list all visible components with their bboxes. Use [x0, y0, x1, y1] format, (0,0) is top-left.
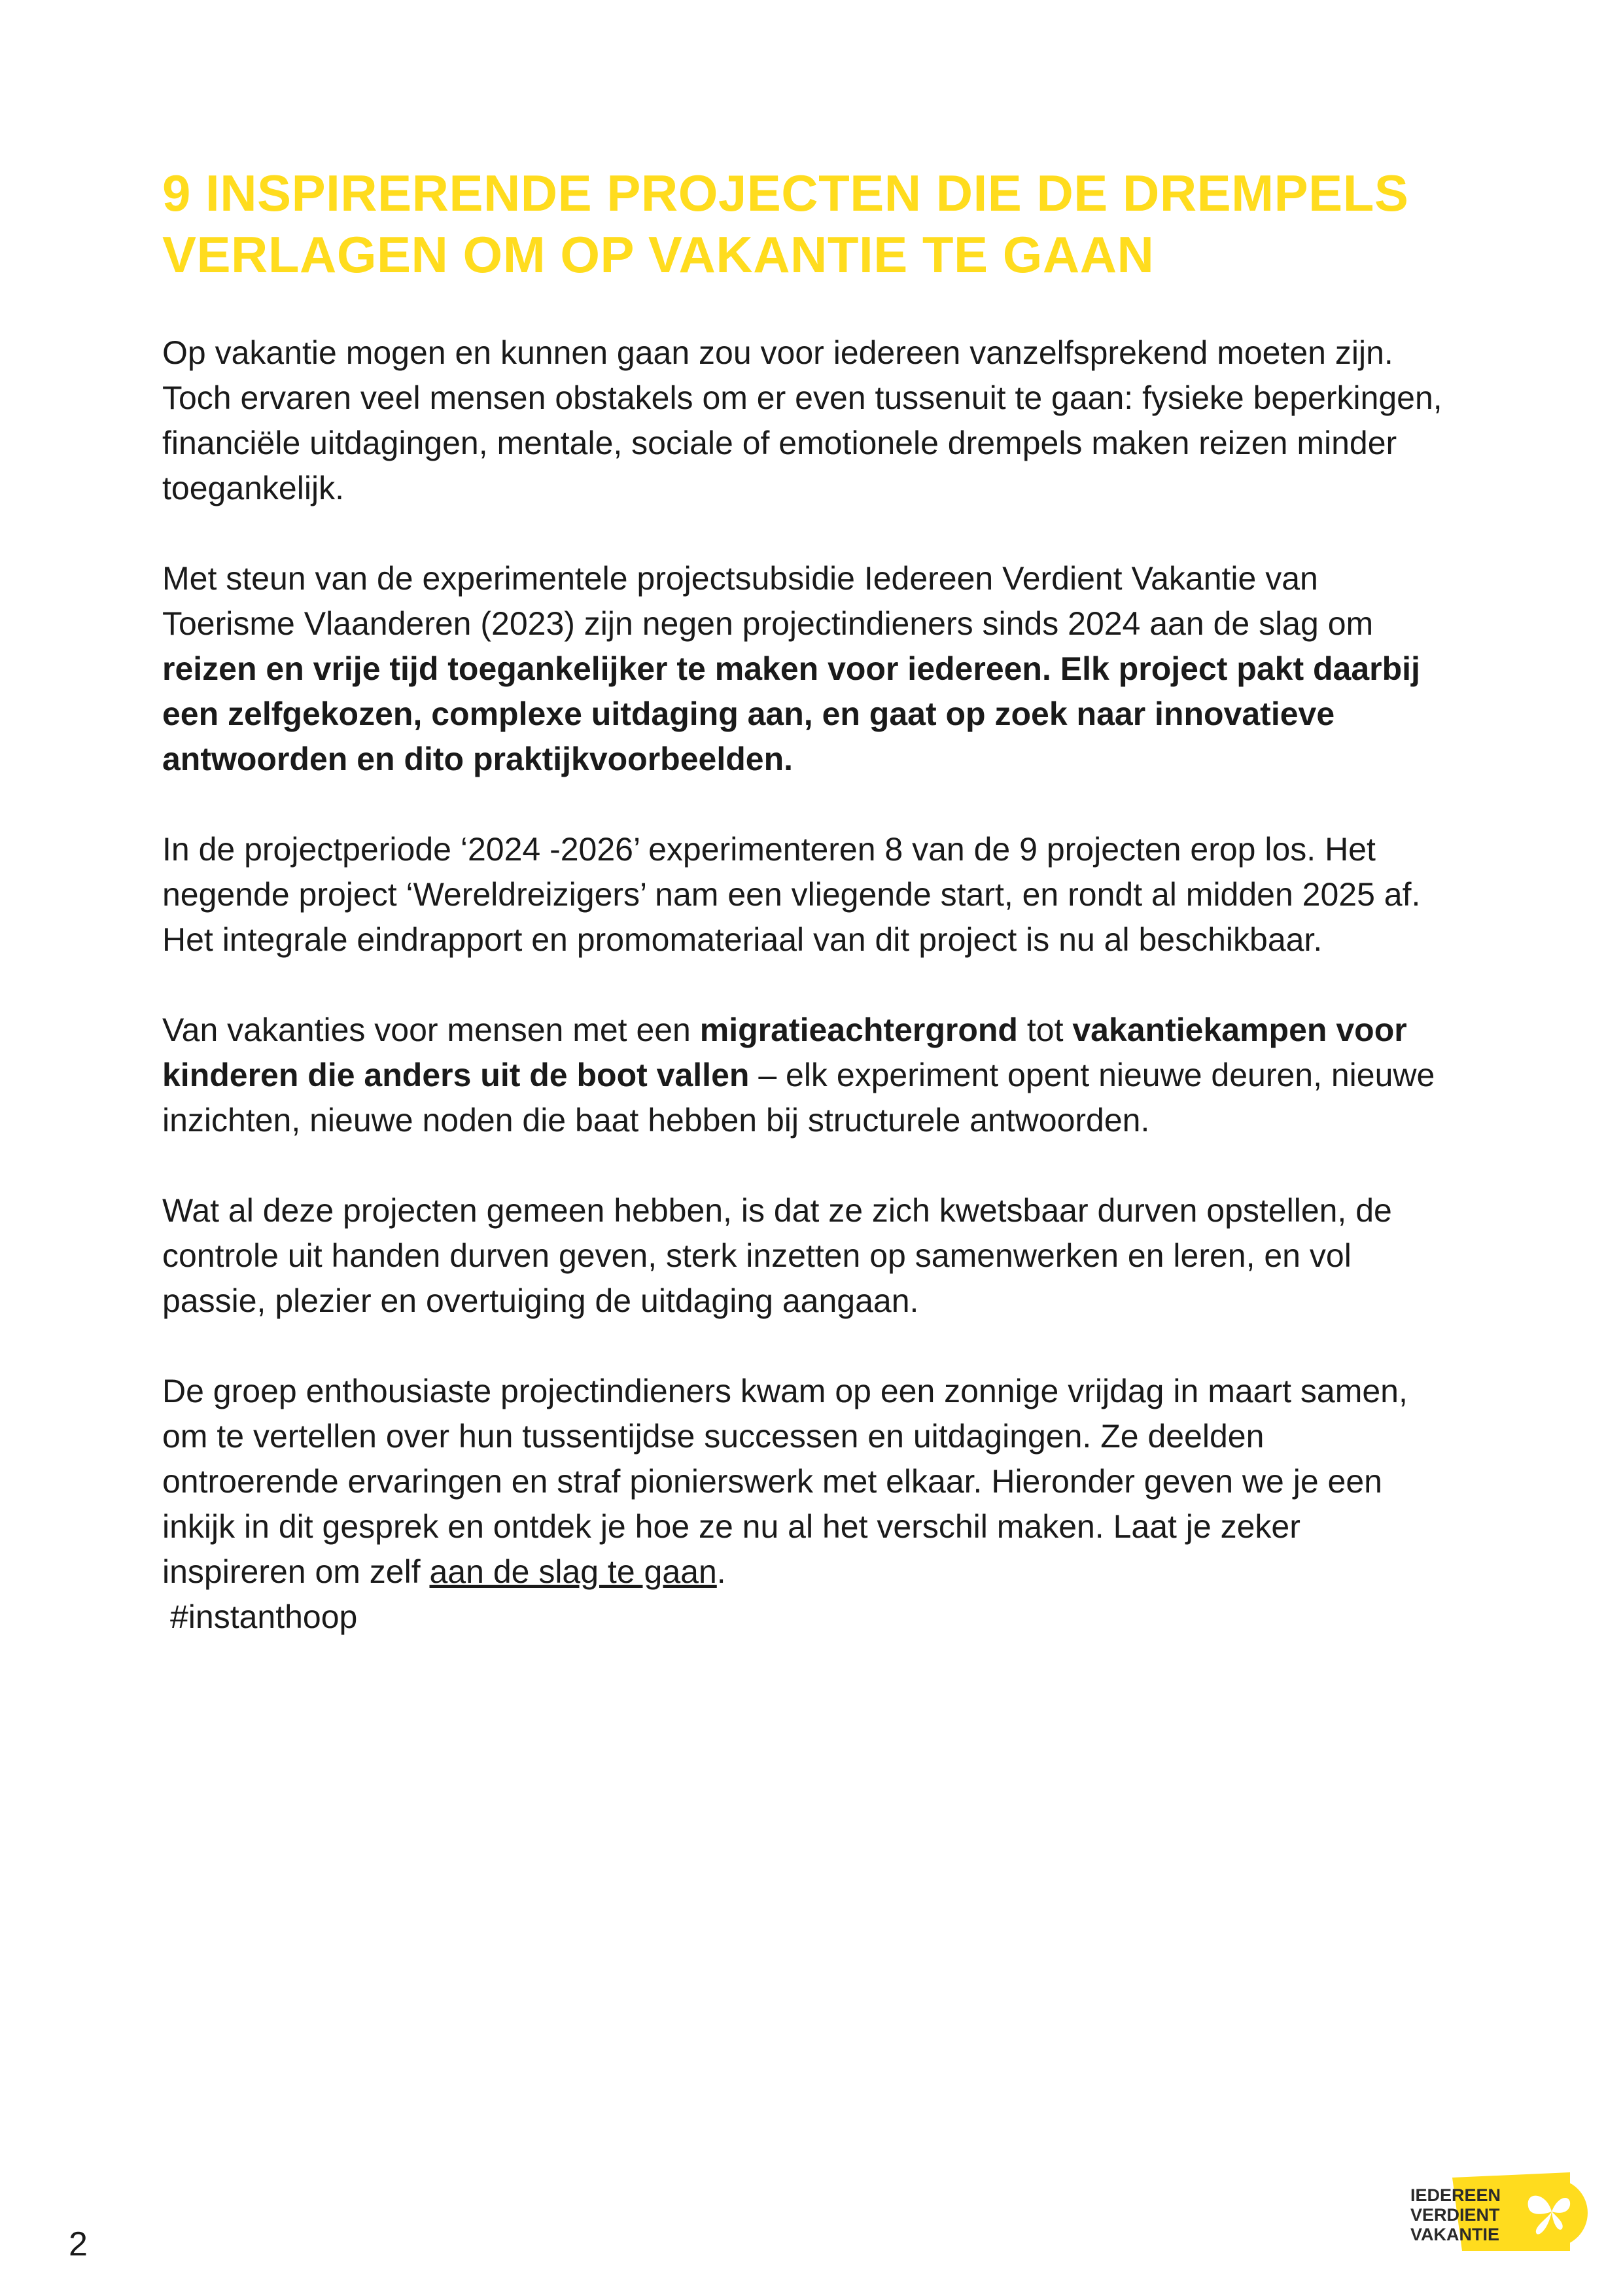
meeting-text-end: . [716, 1553, 726, 1590]
examples-text-a: Van vakanties voor mensen met een [162, 1012, 700, 1048]
article-body [162, 330, 1444, 1640]
logo-text-line-2: VERDIENT [1410, 2205, 1500, 2225]
intro-paragraph: Op vakantie mogen en kunnen gaan zou voor iedereen vanzelfsprekend moeten zijn. Toch ervaren veel mensen obstakels om er even tussenuit te gaan: fysieke beperkingen, financiële uitdagingen, mentale, sociale of emotionele drempels maken reizen minder toegankelijk. [162, 334, 1442, 506]
examples-bold-migration: migratieachtergrond [699, 1012, 1018, 1048]
meeting-text: De groep enthousiaste projectindieners kwam op een zonnige vrijdag in maart samen, om te vertellen over hun tussentijdse successen en uitdagingen. Ze deelden ontroerende ervaringen en straf pionierswerk met elkaar. Hieronder geven we je een inkijk in dit gesprek en ontdek je hoe ze nu al het verschil maken. Laat je zeker inspireren om zelf [162, 1373, 1408, 1590]
meeting-paragraph [162, 1369, 1444, 1640]
logo-text-line-3: VAKANTIE [1410, 2225, 1500, 2244]
examples-paragraph [162, 1008, 1444, 1143]
hashtag: #instanthoop [170, 1598, 358, 1635]
examples-bold-camps: vakantiekampen voor kinderen die anders uit de boot vallen [162, 1012, 1407, 1093]
subsidy-bold-text: reizen en vrije tijd toegankelijker te maken voor iedereen. Elk project pakt daarbij een zelfgekozen, complexe uitdaging aan, en gaat op zoek naar innovatieve antwoorden en dito praktijkvoorbeelden. [162, 650, 1420, 777]
subsidy-text: Met steun van de experimentele projectsubsidie Iedereen Verdient Vakantie van Toerisme Vlaanderen (2023) zijn negen projectindieners sinds 2024 aan de slag om [162, 560, 1374, 642]
logo-graphic [1406, 2172, 1590, 2264]
get-started-link[interactable]: aan de slag te gaan [429, 1553, 717, 1590]
page-number: 2 [69, 2225, 88, 2263]
page-title-line-2: VERLAGEN OM OP VAKANTIE TE GAAN [162, 226, 1155, 283]
page-title [162, 162, 1471, 285]
examples-text-b: tot [1017, 1012, 1073, 1048]
iedereen-verdient-vakantie-logo [1406, 2172, 1590, 2264]
project-period-paragraph: In de projectperiode ‘2024 -2026’ experimenteren 8 van de 9 projecten erop los. Het negende project ‘Wereldreizigers’ nam een vliegende start, en rondt al midden 2025 af. Het integrale eindrapport en promomateriaal van dit project is nu al beschikbaar. [162, 831, 1421, 958]
page-title-line-1: 9 INSPIRERENDE PROJECTEN DIE DE DREMPELS [162, 164, 1409, 222]
logo-sun-circle [1520, 2179, 1588, 2247]
subsidy-paragraph [162, 556, 1444, 782]
logo-text-line-1: IEDEREEN [1410, 2185, 1501, 2205]
examples-text-c: – elk experiment opent nieuwe deuren, nieuwe inzichten, nieuwe noden die baat hebben bij structurele antwoorden. [162, 1057, 1435, 1139]
common-traits-paragraph: Wat al deze projecten gemeen hebben, is dat ze zich kwetsbaar durven opstellen, de controle uit handen durven geven, sterk inzetten op samenwerken en leren, en vol passie, plezier en overtuiging de uitdaging aangaan. [162, 1192, 1392, 1319]
